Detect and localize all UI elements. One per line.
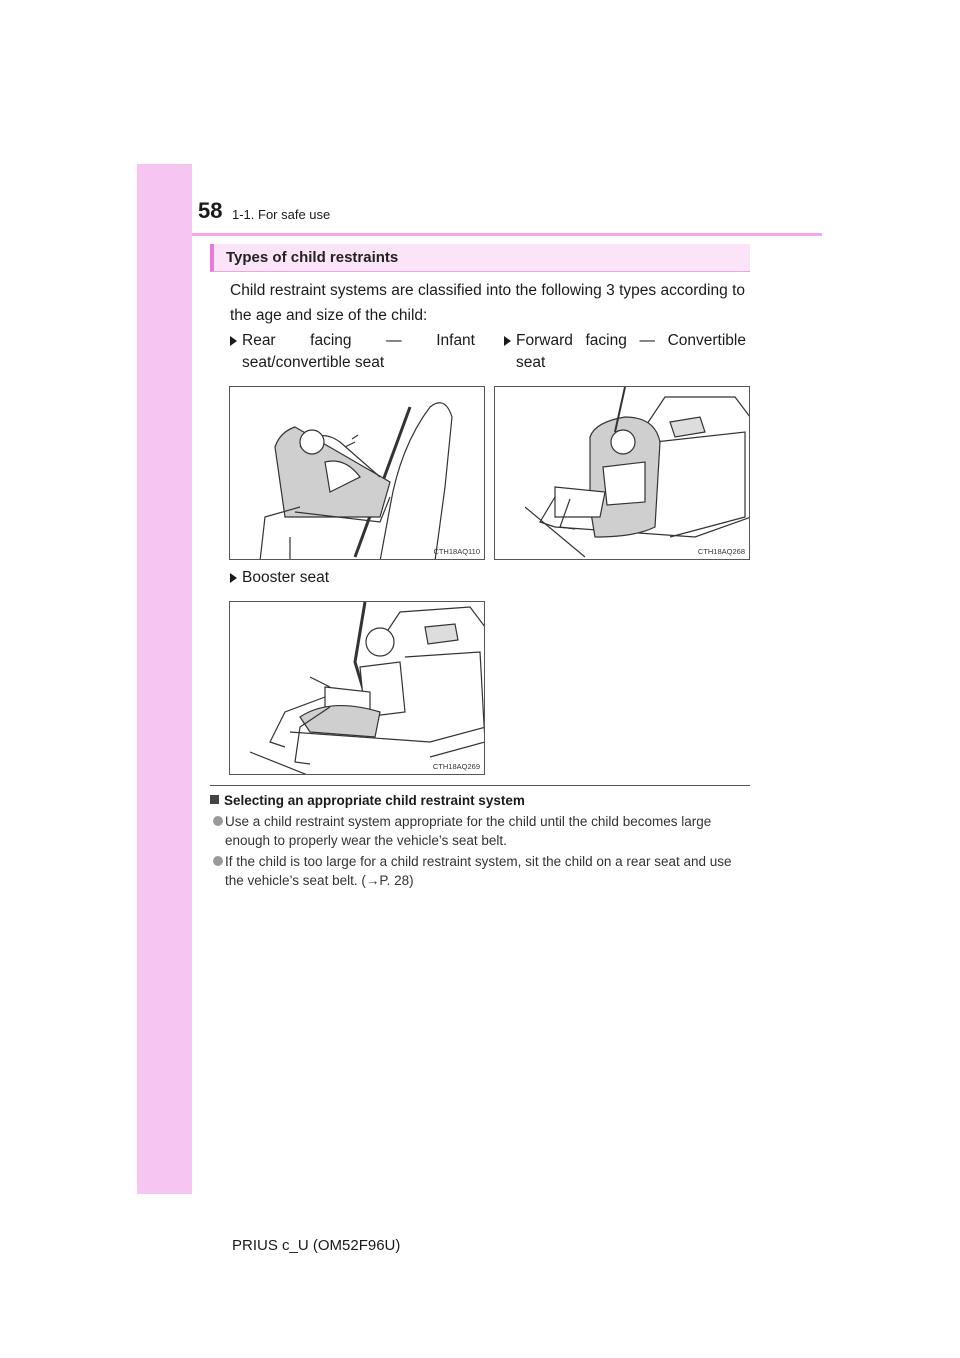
triangle-bullet-icon: [504, 336, 511, 346]
notes-heading: [210, 793, 525, 808]
section-label: 1-1. For safe use: [232, 207, 331, 222]
figure-rear-facing-seat: [229, 386, 485, 560]
type-label-forward-facing: [504, 330, 746, 374]
type-label-text: Forward facing — Convertible seat: [516, 332, 746, 371]
circle-bullet-icon: [213, 856, 223, 866]
notes-divider: [210, 785, 750, 786]
footer-model-code: PRIUS c_U (OM52F96U): [232, 1237, 401, 1254]
chapter-sidebar-tab: [137, 164, 192, 1194]
triangle-bullet-icon: [230, 336, 237, 346]
type-label-text: Booster seat: [242, 569, 330, 586]
note-bullet: [210, 812, 750, 850]
circle-bullet-icon: [213, 816, 223, 826]
type-label-booster: [230, 567, 745, 589]
note-bullet-text: If the child is too large for a child restraint system, sit the child on a rear seat and use the vehicle’s seat belt. (→P. 28): [225, 854, 732, 888]
type-label-text: Rear facing — Infant seat/convertible seat: [242, 332, 475, 371]
rear-facing-seat-illustration: [230, 387, 485, 560]
intro-paragraph: Child restraint systems are classified into the following 3 types according to the age and size of the child:: [230, 282, 745, 324]
page-number: 58: [198, 198, 223, 223]
figure-code: CTH18AQ110: [433, 547, 480, 556]
section-heading: Types of child restraints: [226, 249, 399, 266]
figure-code: CTH18AQ269: [432, 762, 480, 771]
notes-heading-text: Selecting an appropriate child restraint system: [224, 793, 525, 808]
forward-facing-seat-illustration: [495, 387, 750, 560]
note-bullet: [210, 852, 750, 890]
figure-forward-facing-seat: [494, 386, 750, 560]
figure-booster-seat: [229, 601, 485, 775]
booster-seat-illustration: [230, 602, 485, 775]
square-bullet-icon: [210, 795, 219, 804]
section-heading-box: [210, 244, 750, 272]
header-rule: [192, 233, 822, 236]
triangle-bullet-icon: [230, 573, 237, 583]
figure-code: CTH18AQ268: [697, 547, 745, 556]
note-bullet-text: Use a child restraint system appropriate for the child until the child becomes large enough to properly wear the vehicle’s seat belt.: [225, 814, 712, 848]
